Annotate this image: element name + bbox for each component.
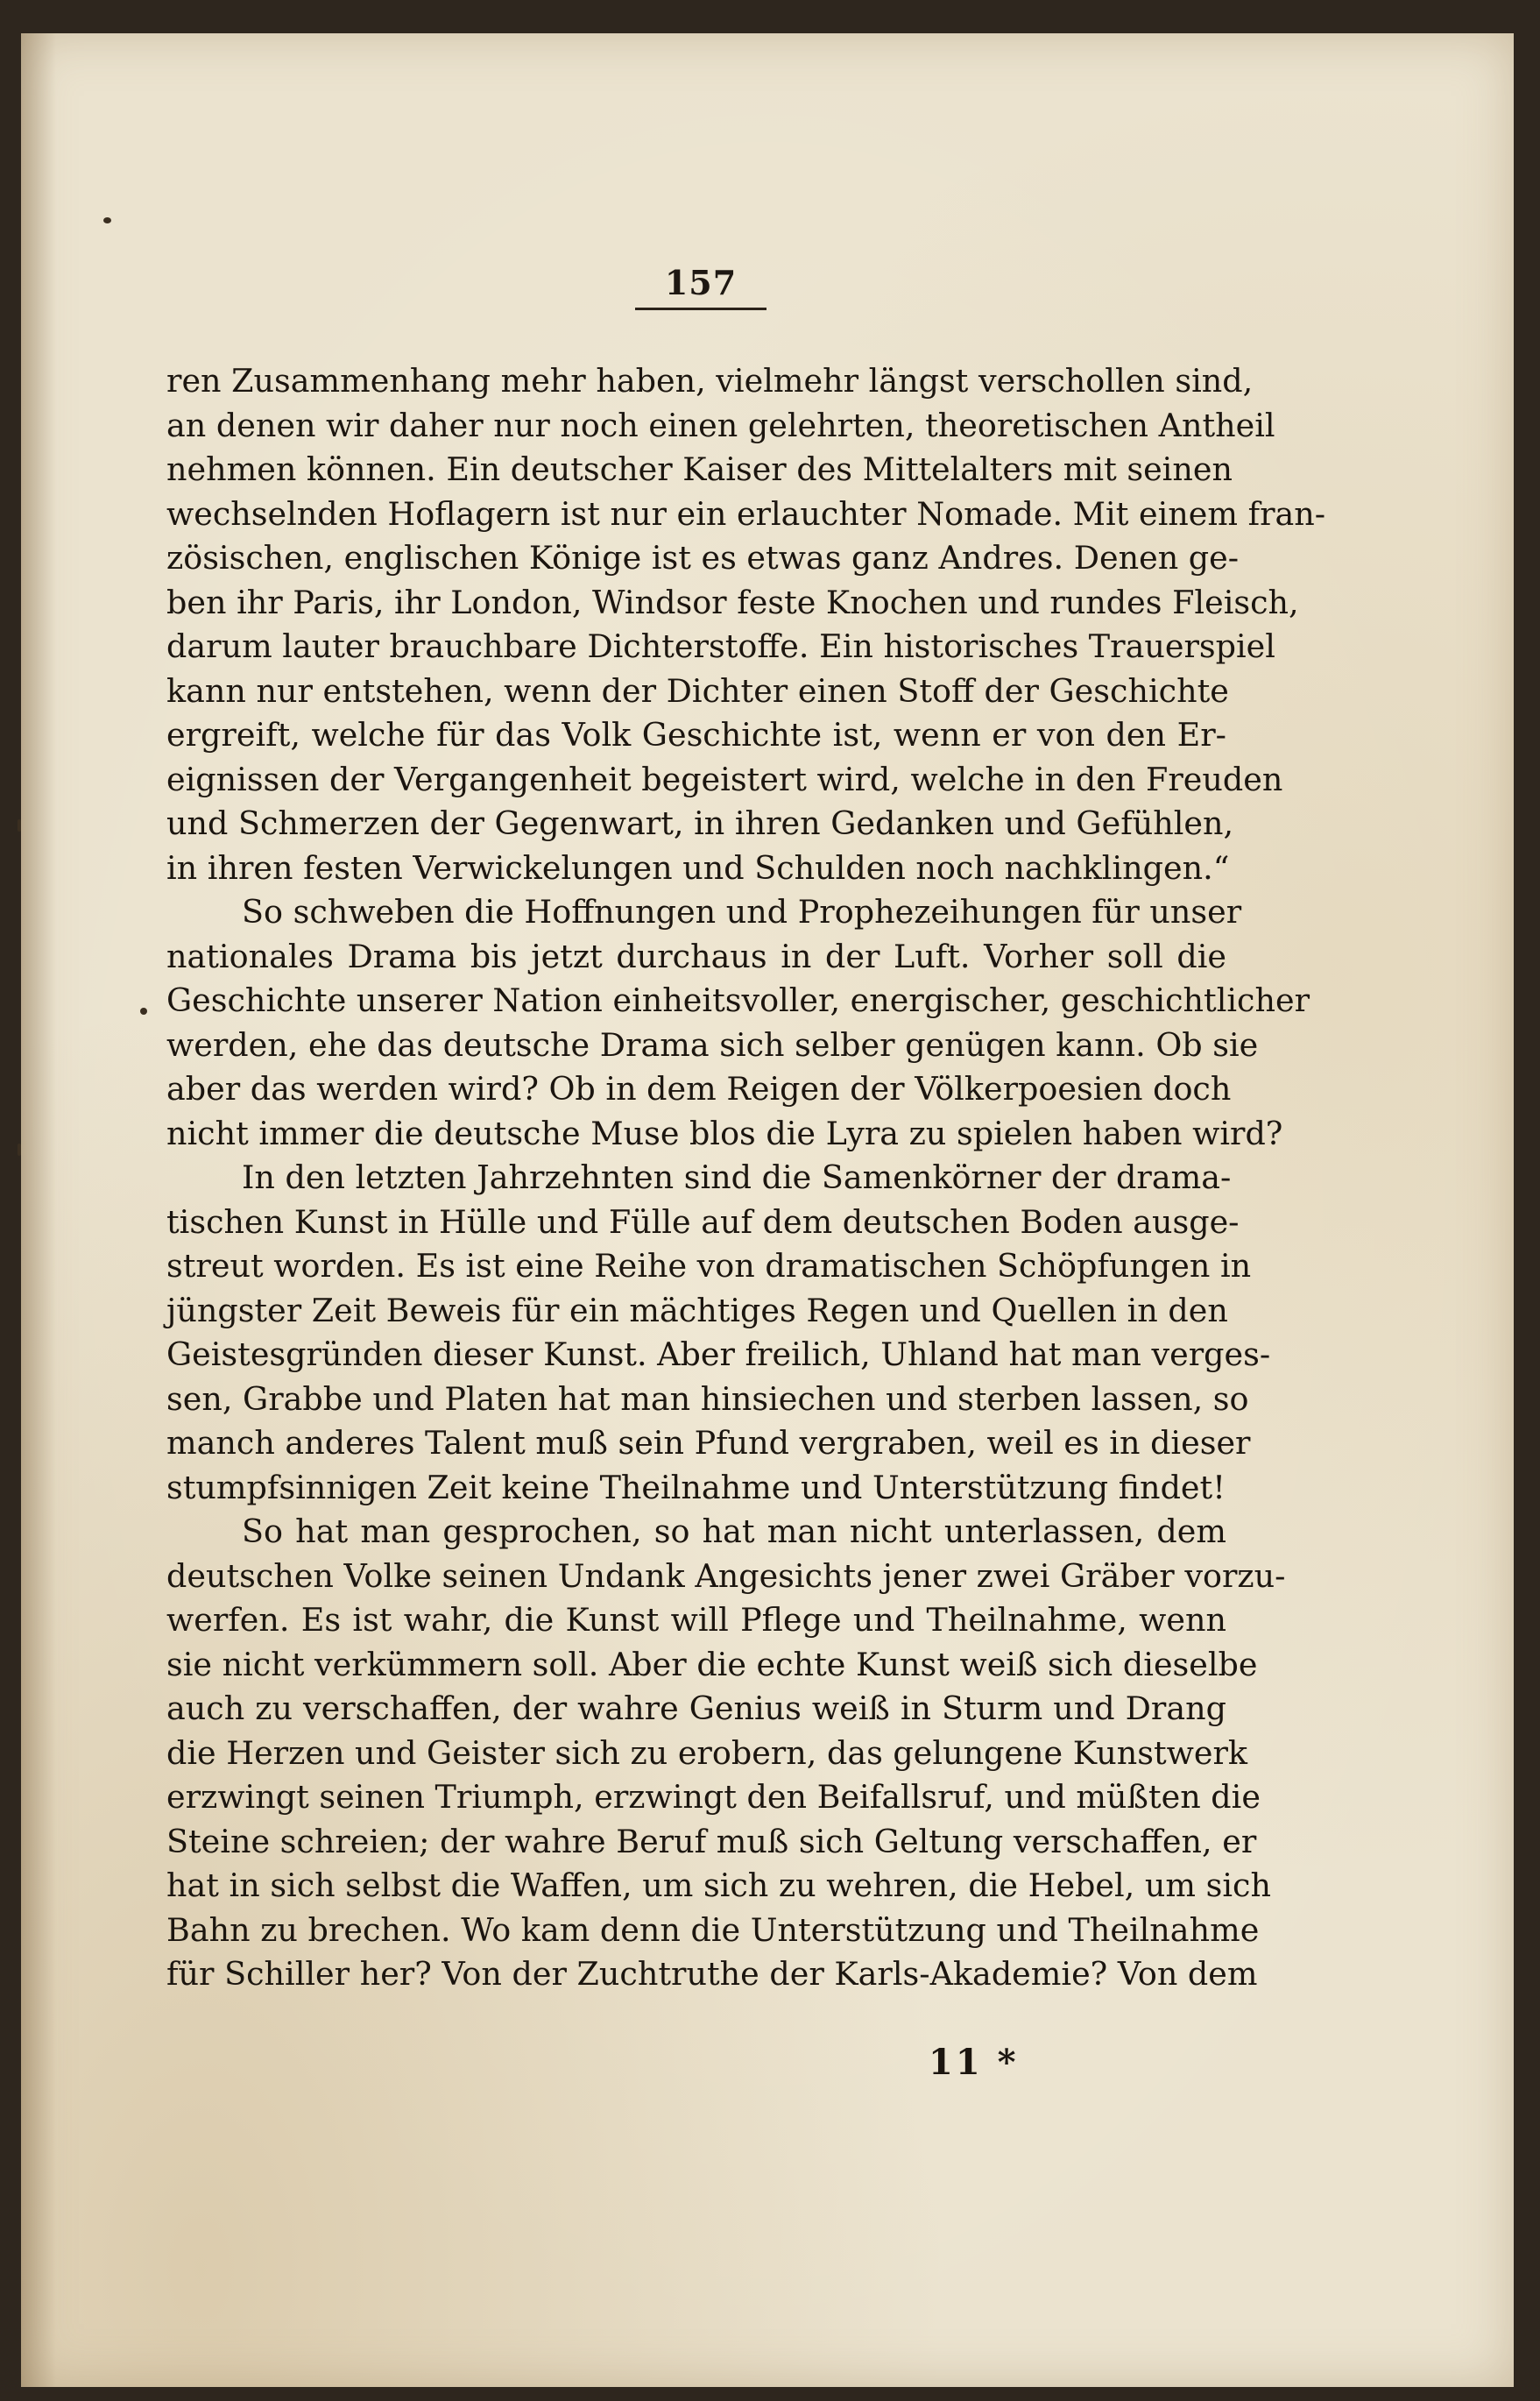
text-line: In den letzten Jahrzehnten sind die Samenkörner der drama-	[242, 1158, 1232, 1196]
text-line: Geistesgründen dieser Kunst. Aber freilich, Uhland hat man verges-	[166, 1335, 1271, 1373]
text-line: Geschichte unserer Nation einheitsvoller, energischer, geschichtlicher	[166, 981, 1310, 1019]
header-rule	[635, 308, 766, 310]
text-line: sie nicht verkümmern soll. Aber die echte Kunst weiß sich dieselbe	[166, 1645, 1258, 1683]
text-line: nicht immer die deutsche Muse blos die Lyra zu spielen haben wird?	[166, 1114, 1283, 1152]
text-line: die Herzen und Geister sich zu erobern, das gelungene Kunstwerk	[166, 1733, 1248, 1772]
page-header	[631, 263, 771, 310]
ink-speck	[103, 217, 111, 223]
text-line: aber das werden wird? Ob in dem Reigen der Völkerpoesien doch	[166, 1070, 1232, 1108]
text-line: ergreift, welche für das Volk Geschichte ist, wenn er von den Er-	[166, 716, 1226, 754]
text-line: Bahn zu brechen. Wo kam denn die Unterstützung und Theilnahme	[166, 1910, 1260, 1949]
text-line: So hat man gesprochen, so hat man nicht unterlassen, dem	[242, 1512, 1226, 1550]
text-line: nationales Drama bis jetzt durchaus in der Luft. Vorher soll die	[166, 937, 1226, 975]
text-line: wechselnden Hoflagern ist nur ein erlauchter Nomade. Mit einem fran-	[166, 494, 1326, 533]
text-line: Steine schreien; der wahre Beruf muß sich Geltung verschaffen, er	[166, 1822, 1257, 1860]
text-line: So schweben die Hoffnungen und Prophezeihungen für unser	[242, 893, 1242, 931]
text-line: werden, ehe das deutsche Drama sich selber genügen kann. Ob sie	[166, 1025, 1259, 1064]
text-line: ren Zusammenhang mehr haben, vielmehr längst verschollen sind,	[166, 362, 1254, 400]
text-line: zösischen, englischen Könige ist es etwas ganz Andres. Denen ge-	[166, 539, 1240, 577]
text-line: darum lauter brauchbare Dichterstoffe. Ein historisches Trauerspiel	[166, 627, 1275, 665]
text-line: stumpfsinnigen Zeit keine Theilnahme und Unterstützung findet!	[166, 1468, 1226, 1506]
ink-speck	[140, 1008, 147, 1015]
text-line: kann nur entstehen, wenn der Dichter einen Stoff der Geschichte	[166, 671, 1229, 710]
ink-speck	[18, 1144, 21, 1156]
text-line: auch zu verschaffen, der wahre Genius weiß in Sturm und Drang	[166, 1689, 1226, 1727]
text-line: nehmen können. Ein deutscher Kaiser des Mittelalters mit seinen	[166, 450, 1233, 488]
text-line: tischen Kunst in Hülle und Fülle auf dem deutschen Boden ausge-	[166, 1202, 1240, 1241]
text-line: sen, Grabbe und Platen hat man hinsiechen und sterben lassen, so	[166, 1379, 1249, 1418]
text-line: in ihren festen Verwickelungen und Schulden noch nachklingen.“	[166, 848, 1230, 887]
text-line: jüngster Zeit Beweis für ein mächtiges Regen und Quellen in den	[166, 1291, 1228, 1329]
text-line: erzwingt seinen Triumph, erzwingt den Beifallsruf, und müßten die	[166, 1778, 1261, 1816]
text-line: hat in sich selbst die Waffen, um sich zu wehren, die Hebel, um sich	[166, 1866, 1271, 1904]
text-line: werfen. Es ist wahr, die Kunst will Pflege und Theilnahme, wenn	[166, 1601, 1226, 1639]
page-number: 157	[664, 263, 738, 302]
text-line: eignissen der Vergangenheit begeistert wird, welche in den Freuden	[166, 760, 1283, 798]
text-line: streut worden. Es ist eine Reihe von dramatischen Schöpfungen in	[166, 1247, 1252, 1285]
page-gutter-shadow	[21, 33, 56, 2387]
ink-speck	[18, 819, 21, 832]
text-line: deutschen Volke seinen Undank Angesichts jener zwei Gräber vorzu-	[166, 1556, 1286, 1595]
signature-mark: 11 *	[929, 2042, 1019, 2083]
text-line: ben ihr Paris, ihr London, Windsor feste Knochen und rundes Fleisch,	[166, 583, 1299, 621]
text-line: für Schiller her? Von der Zuchtruthe der Karls-Akademie? Von dem	[166, 1955, 1258, 1993]
text-line: manch anderes Talent muß sein Pfund vergraben, weil es in dieser	[166, 1424, 1251, 1462]
text-line: und Schmerzen der Gegenwart, in ihren Gedanken und Gefühlen,	[166, 804, 1234, 842]
text-line: an denen wir daher nur noch einen gelehrten, theoretischen Antheil	[166, 406, 1275, 444]
body-text	[166, 359, 1326, 1997]
